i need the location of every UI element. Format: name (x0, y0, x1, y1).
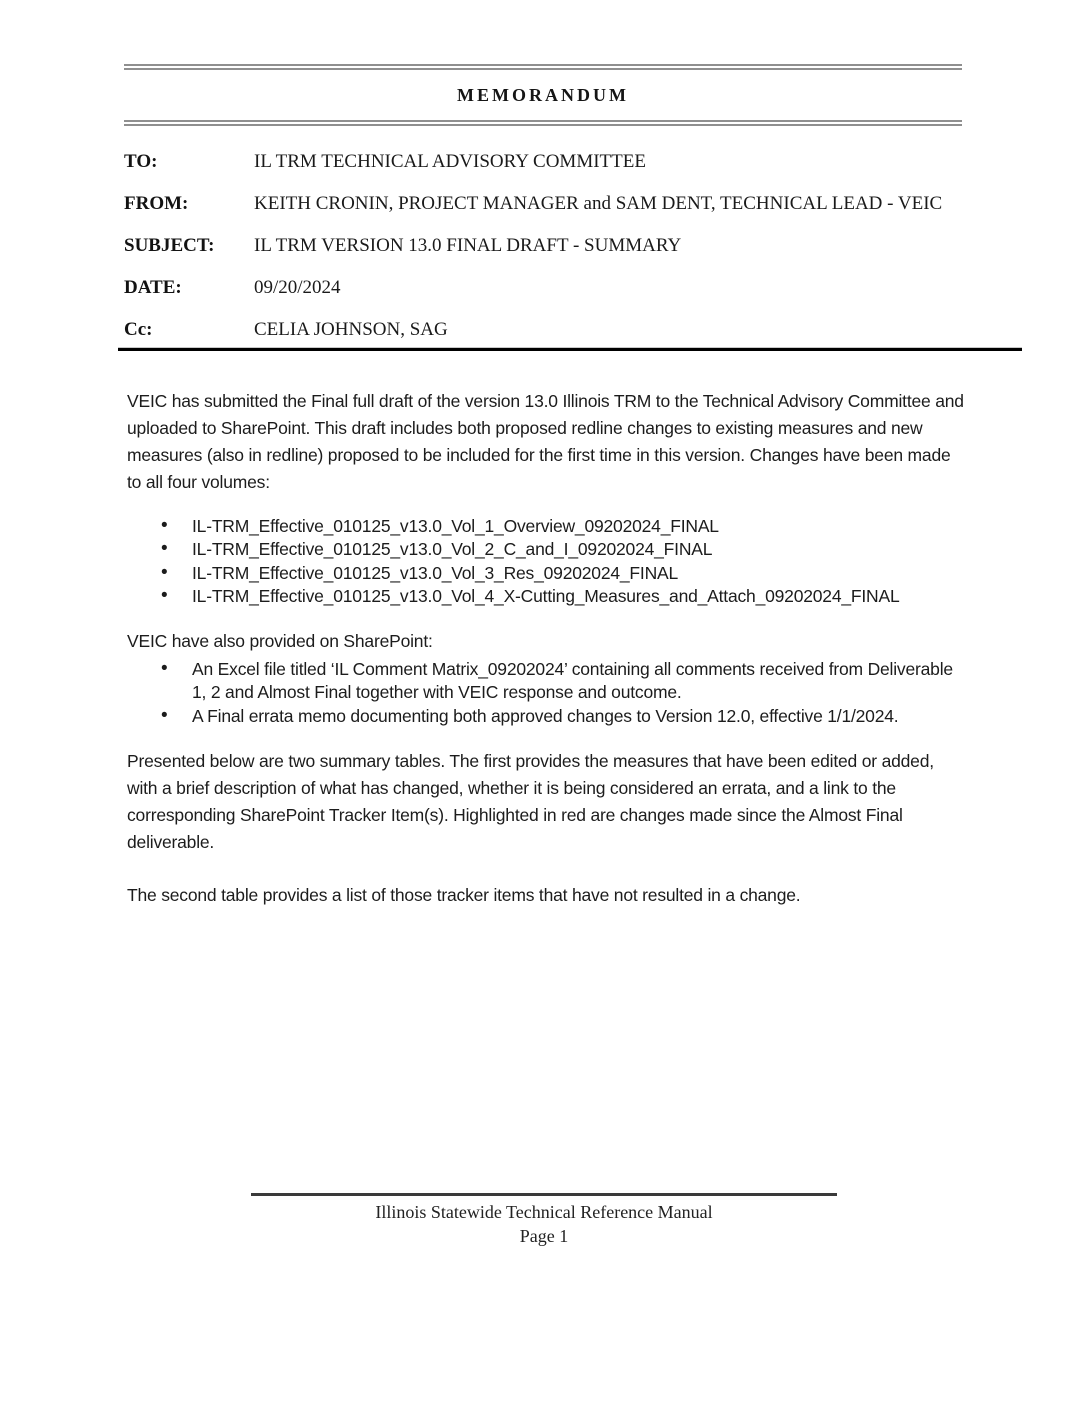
field-label-subject: SUBJECT: (124, 235, 215, 256)
sharepoint-item-list (127, 658, 968, 728)
field-row-cc (124, 320, 962, 340)
field-row-from (124, 194, 962, 214)
memo-title: MEMORANDUM (457, 85, 629, 105)
paragraph-second-table: The second table provides a list of those tracker items that have not resulted in a change. (127, 885, 801, 906)
field-label-date: DATE: (124, 277, 182, 298)
memo-header (124, 64, 962, 362)
field-row-subject (124, 236, 962, 256)
list-item-volume-4: • IL-TRM_Effective_010125_v13.0_Vol_4_X-Cutting_Measures_and_Attach_09202024_FINAL (192, 585, 968, 608)
memo-fields (124, 152, 962, 340)
page-footer (251, 1193, 837, 1248)
field-row-date (124, 278, 962, 298)
footer-manual-title: Illinois Statewide Technical Reference Manual (375, 1202, 713, 1222)
field-value-subject: IL TRM VERSION 13.0 FINAL DRAFT - SUMMARY (254, 235, 682, 256)
list-item-errata-memo: • A Final errata memo documenting both approved changes to Version 12.0, effective 1/1/2024. (192, 705, 968, 728)
field-value-cc: CELIA JOHNSON, SAG (254, 319, 448, 340)
field-label-cc: Cc: (124, 319, 153, 340)
paragraph-sharepoint: VEIC have also provided on SharePoint: (127, 631, 433, 652)
memo-body (127, 388, 968, 909)
volume-list (127, 515, 968, 608)
header-separator-rule (118, 347, 1022, 351)
field-label-from: FROM: (124, 193, 189, 214)
footer-page-number: Page 1 (519, 1225, 569, 1246)
field-row-to (124, 152, 962, 172)
paragraph-summary-tables: Presented below are two summary tables. The first provides the measures that have been edited or added, with a brief description of what has changed, whether it is being considered an errata, and a link to the corresponding SharePoint Tracker Item(s). Highlighted in red are changes made since the Almost Final deliverable. (127, 751, 934, 853)
field-value-from: KEITH CRONIN, PROJECT MANAGER and SAM DENT, TECHNICAL LEAD - VEIC (254, 193, 943, 214)
field-label-to: TO: (124, 151, 158, 172)
field-value-date: 09/20/2024 (254, 277, 341, 298)
field-value-to: IL TRM TECHNICAL ADVISORY COMMITTEE (254, 151, 646, 172)
title-bottom-double-rule (124, 120, 962, 126)
list-item-volume-2: • IL-TRM_Effective_010125_v13.0_Vol_2_C_and_I_09202024_FINAL (192, 538, 968, 561)
paragraph-intro: VEIC has submitted the Final full draft of the version 13.0 Illinois TRM to the Technical Advisory Committee and uploaded to SharePoint. This draft includes both proposed redline changes to existing measures and new measures (also in redline) proposed to be included for the first time in this version. Changes have been made to all four volumes: (127, 391, 964, 492)
list-item-comment-matrix: • An Excel file titled ‘IL Comment Matrix_09202024’ containing all comments received from Deliverable 1, 2 and Almost Final together with VEIC response and outcome. (192, 658, 968, 705)
list-item-volume-3: • IL-TRM_Effective_010125_v13.0_Vol_3_Res_09202024_FINAL (192, 562, 968, 585)
list-item-volume-1: • IL-TRM_Effective_010125_v13.0_Vol_1_Overview_09202024_FINAL (192, 515, 968, 538)
